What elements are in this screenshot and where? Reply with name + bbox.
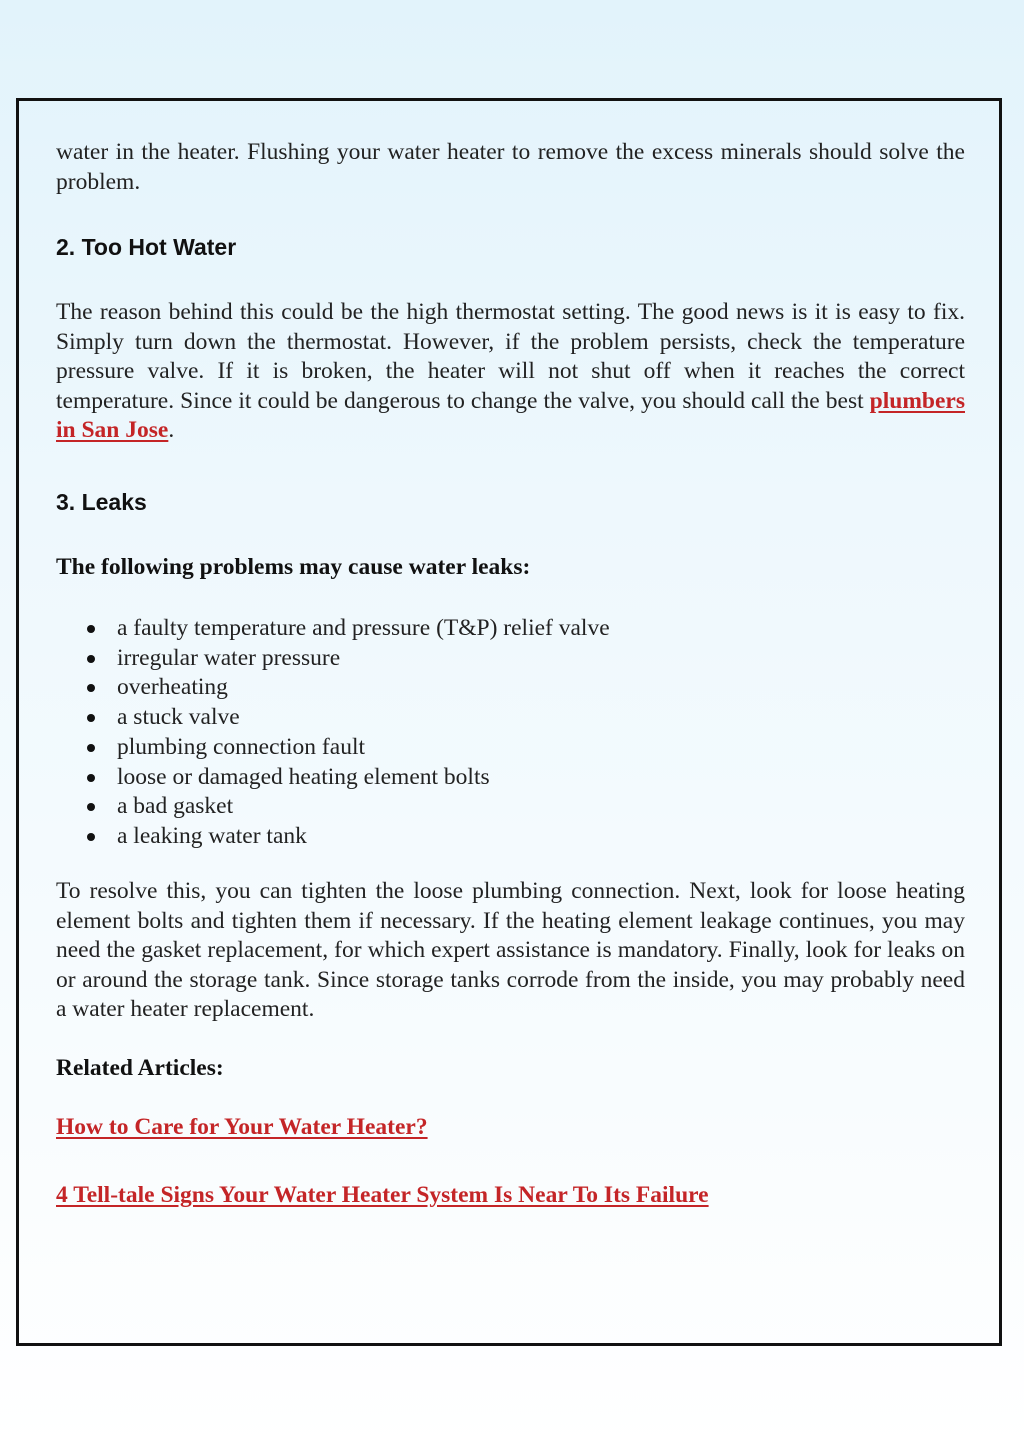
bullet-icon [87,774,95,782]
bullet-icon [87,714,95,722]
related-article-link-care[interactable]: How to Care for Your Water Heater? [56,1114,428,1140]
bullet-icon [87,833,95,841]
bullet-icon [87,744,95,752]
list-item [56,792,965,822]
too-hot-water-paragraph [56,298,965,446]
list-item-text: overheating [117,674,228,701]
related-articles-heading: Related Articles: [56,1055,224,1081]
bullet-icon [87,803,95,811]
list-item-text: plumbing connection fault [117,733,366,760]
leak-causes-list [56,614,965,852]
resolution-paragraph: To resolve this, you can tighten the loose plumbing connection. Next, look for loose heating element bolts and tighten them if necessary. If the heating element leakage continues, you may need the gasket replacement, for which expert assistance is mandatory. Finally, look for leaks on or around the storage tank. Since storage tanks corrode from the inside, you may probably need a water heater replacement. [56,878,965,1023]
section-heading-leaks: 3. Leaks [56,489,147,515]
bullet-icon [87,625,95,633]
bullet-icon [87,655,95,663]
intro-paragraph: water in the heater. Flushing your water heater to remove the excess minerals should solve the problem. [56,139,965,195]
related-link-row-2 [56,1182,965,1209]
list-item [56,614,965,644]
leaks-subheading: The following problems may cause water leaks: [56,554,531,580]
plumbers-in-san-jose-link[interactable]: plumbers in San Jose [56,387,965,444]
list-item [56,644,965,674]
list-item [56,822,965,852]
list-item-text: a faulty temperature and pressure (T&P) relief valve [117,615,610,641]
list-item [56,703,965,733]
related-link-row-1 [56,1114,965,1141]
too-hot-water-text: The reason behind this could be the high thermostat setting. The good news is it is easy to fix. Simply turn down the thermostat. However, if the problem persists, check the temperature pressure valve. If it is broken, the heater will not shut off when it reaches the correct temperature. Since it could be dangerous to change the valve, you should call the best [56,299,965,414]
list-item-text: a bad gasket [117,793,234,820]
section-heading-too-hot-water: 2. Too Hot Water [56,234,237,260]
list-item-text: a leaking water tank [117,822,307,849]
list-item [56,673,965,703]
list-item [56,733,965,763]
list-item [56,763,965,793]
list-item-text: a stuck valve [117,704,240,731]
bullet-icon [87,684,95,692]
related-article-link-failure-signs[interactable]: 4 Tell-tale Signs Your Water Heater System Is Near To Its Failure [56,1182,709,1208]
list-item-text: irregular water pressure [117,644,341,671]
list-item-text: loose or damaged heating element bolts [117,763,490,790]
too-hot-water-end: . [168,417,175,444]
